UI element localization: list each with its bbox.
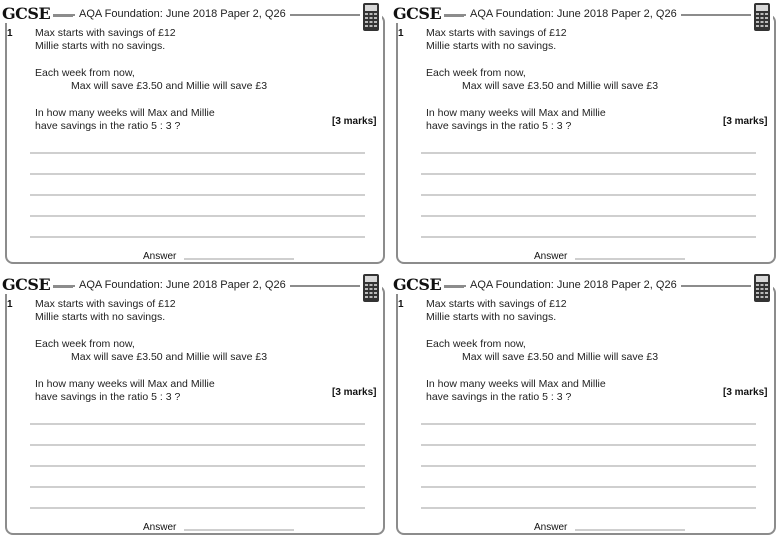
question-card-4	[391, 271, 780, 541]
working-line[interactable]	[421, 444, 756, 446]
header-dash	[444, 286, 464, 288]
working-line[interactable]	[421, 486, 756, 488]
gcse-logo: GCSE	[2, 275, 53, 294]
working-line[interactable]	[421, 236, 756, 238]
question-line-1: Max starts with savings of £12	[35, 298, 176, 310]
working-line[interactable]	[30, 444, 365, 446]
calculator-icon	[360, 2, 382, 32]
paper-title: AQA Foundation: June 2018 Paper 2, Q26	[466, 279, 681, 291]
question-line-6: have savings in the ratio 5 : 3 ?	[35, 391, 181, 403]
gcse-logo: GCSE	[393, 4, 444, 23]
calculator-icon	[360, 273, 382, 303]
paper-title: AQA Foundation: June 2018 Paper 2, Q26	[75, 8, 290, 20]
question-card-2	[391, 0, 780, 270]
question-card-3	[0, 271, 390, 541]
calculator-icon	[751, 273, 773, 303]
working-line[interactable]	[30, 194, 365, 196]
working-line[interactable]	[30, 423, 365, 425]
question-line-1: Max starts with savings of £12	[426, 27, 567, 39]
working-line[interactable]	[30, 173, 365, 175]
question-line-5: In how many weeks will Max and Millie	[426, 107, 606, 119]
answer-label: Answer	[531, 522, 570, 533]
question-number: 1	[7, 28, 13, 39]
card-header	[0, 273, 390, 297]
working-line[interactable]	[30, 215, 365, 217]
answer-line[interactable]	[575, 258, 685, 260]
calculator-icon	[751, 2, 773, 32]
working-line[interactable]	[421, 465, 756, 467]
working-line[interactable]	[30, 236, 365, 238]
working-line[interactable]	[421, 423, 756, 425]
answer-line[interactable]	[575, 529, 685, 531]
question-line-6: have savings in the ratio 5 : 3 ?	[426, 120, 572, 132]
question-line-4: Max will save £3.50 and Millie will save £3	[71, 80, 268, 92]
answer-line[interactable]	[184, 529, 294, 531]
answer-label: Answer	[140, 251, 179, 262]
card-header	[0, 2, 390, 26]
working-line[interactable]	[30, 465, 365, 467]
marks-label: [3 marks]	[332, 387, 377, 398]
working-line[interactable]	[30, 486, 365, 488]
question-line-4: Max will save £3.50 and Millie will save £3	[462, 351, 659, 363]
question-line-3: Each week from now,	[35, 67, 135, 79]
question-number: 1	[398, 299, 404, 310]
header-dash	[53, 286, 73, 288]
header-dash	[444, 15, 464, 17]
working-line[interactable]	[421, 173, 756, 175]
working-line[interactable]	[421, 507, 756, 509]
question-line-5: In how many weeks will Max and Millie	[35, 107, 215, 119]
working-line[interactable]	[421, 152, 756, 154]
question-line-2: Millie starts with no savings.	[426, 311, 557, 323]
card-header	[391, 2, 780, 26]
question-number: 1	[398, 28, 404, 39]
working-line[interactable]	[421, 215, 756, 217]
question-number: 1	[7, 299, 13, 310]
question-line-3: Each week from now,	[35, 338, 135, 350]
answer-line[interactable]	[184, 258, 294, 260]
question-line-4: Max will save £3.50 and Millie will save £3	[462, 80, 659, 92]
question-line-3: Each week from now,	[426, 67, 526, 79]
marks-label: [3 marks]	[723, 116, 768, 127]
working-line[interactable]	[30, 507, 365, 509]
question-line-3: Each week from now,	[426, 338, 526, 350]
question-line-2: Millie starts with no savings.	[35, 40, 166, 52]
marks-label: [3 marks]	[723, 387, 768, 398]
answer-label: Answer	[531, 251, 570, 262]
paper-title: AQA Foundation: June 2018 Paper 2, Q26	[75, 279, 290, 291]
answer-label: Answer	[140, 522, 179, 533]
question-line-6: have savings in the ratio 5 : 3 ?	[35, 120, 181, 132]
marks-label: [3 marks]	[332, 116, 377, 127]
question-line-1: Max starts with savings of £12	[426, 298, 567, 310]
working-line[interactable]	[421, 194, 756, 196]
question-line-6: have savings in the ratio 5 : 3 ?	[426, 391, 572, 403]
question-line-5: In how many weeks will Max and Millie	[35, 378, 215, 390]
working-line[interactable]	[30, 152, 365, 154]
question-card-1	[0, 0, 390, 270]
gcse-logo: GCSE	[2, 4, 53, 23]
header-dash	[53, 15, 73, 17]
question-line-4: Max will save £3.50 and Millie will save £3	[71, 351, 268, 363]
question-line-2: Millie starts with no savings.	[35, 311, 166, 323]
gcse-logo: GCSE	[393, 275, 444, 294]
paper-title: AQA Foundation: June 2018 Paper 2, Q26	[466, 8, 681, 20]
question-line-2: Millie starts with no savings.	[426, 40, 557, 52]
card-header	[391, 273, 780, 297]
question-line-5: In how many weeks will Max and Millie	[426, 378, 606, 390]
question-line-1: Max starts with savings of £12	[35, 27, 176, 39]
